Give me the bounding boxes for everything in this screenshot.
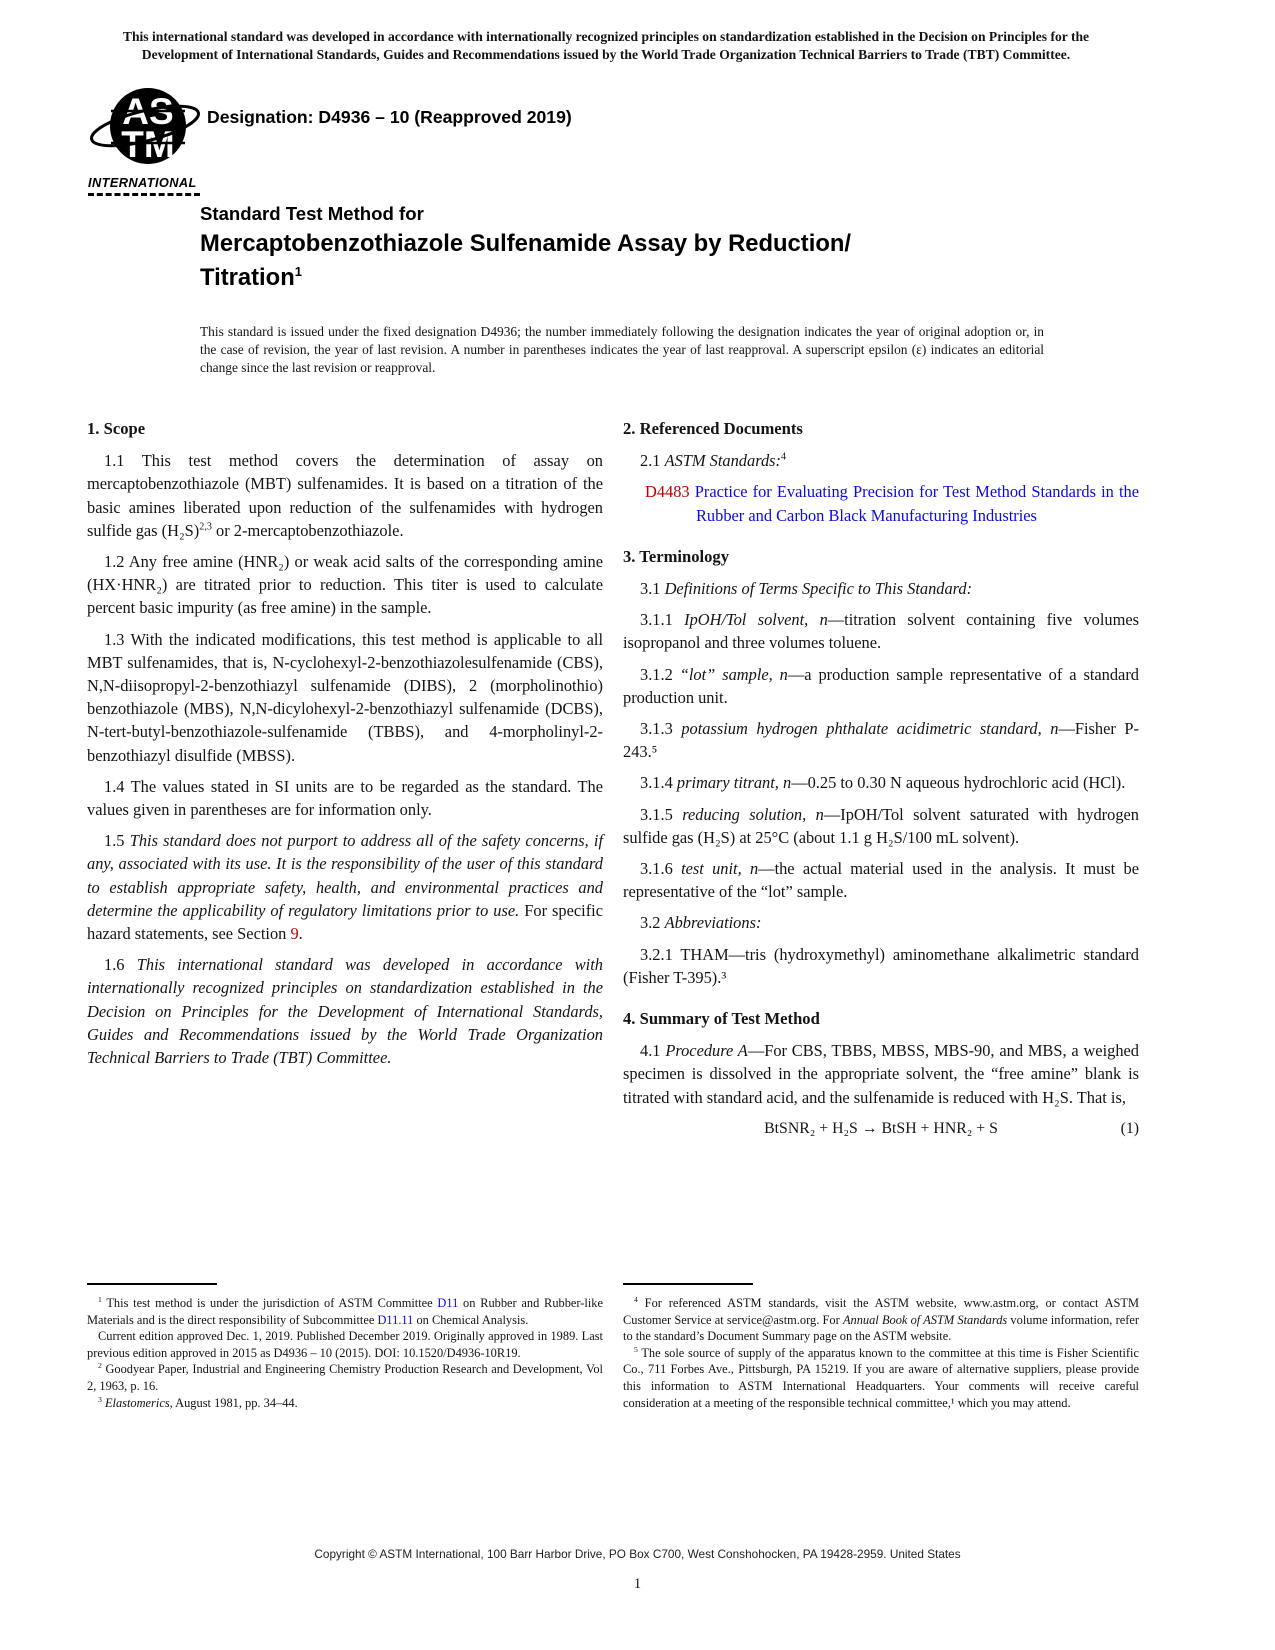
footnote-4-marker: 4	[634, 1294, 638, 1304]
issuance-note: This standard is issued under the fixed designation D4936; the number immediately following the designation indicates the year of original adoption or, in the case of revision, the year of last revision. A number in parentheses indicates the year of last reapproval. A superscript epsilon (ε) indicates an editorial change since the last revision or reapproval.	[200, 324, 1044, 375]
footnote-3-marker: 3	[98, 1394, 102, 1404]
para-1-6-text: This international standard was developed in accordance with internationally recognized principles on standardization established in the Decision on Principles for the Development of International Standards, Guides and Recommendations issued by the World Trade Organization Technical Barriers to Trade (TBT) Committee.	[87, 955, 603, 1068]
term-3-1-2-term: “lot” sample, n	[679, 664, 788, 684]
footnote-5	[623, 1345, 1139, 1411]
para-3-2-num: 3.2	[640, 913, 665, 933]
footnote-2	[87, 1361, 603, 1394]
term-item-3-1-2	[623, 663, 1139, 709]
title-footnote-ref[interactable]: 1	[294, 264, 302, 280]
para-1-5-plain: For specific hazard statements, see Section	[87, 900, 603, 944]
para-3-1	[623, 577, 1139, 600]
term-3-1-3-num: 3.1.3	[640, 719, 682, 739]
astm-logo-letters-top: AS	[122, 91, 174, 132]
title-word: Titration	[200, 264, 295, 291]
title-prefix: Standard Test Method for	[200, 203, 424, 224]
term-3-1-6-num: 3.1.6	[640, 859, 682, 879]
footnote-4	[623, 1295, 1139, 1345]
equation-1-number: (1)	[1120, 1119, 1139, 1137]
wto-tbt-notice: This international standard was developed in accordance with internationally recognized principles on standardization established in the Decision on Principles for the Development of International Standards, Guides and Recommendations issued by the World Trade Organization Technical Barriers to Trade (TBT) Committee.	[122, 29, 1090, 62]
footnote-4-book-title: Annual Book of ASTM Standards	[842, 1312, 1008, 1327]
para-1-4: 1.4 The values stated in SI units are to be regarded as the standard. The values given in parentheses are for information only.	[87, 776, 603, 820]
footnote-1-text-c: on Chemical Analysis.	[413, 1312, 529, 1327]
footnotes-right	[623, 1283, 1139, 1411]
footnote-1	[87, 1295, 603, 1328]
footnote-1-text-b: on Rubber and Rubber-like Materials and is the direct responsibility of Subcommittee	[87, 1296, 603, 1327]
para-1-1-text-a: 1.1 This test method covers the determination of assay on mercaptobenzothiazole (MBT) sulfenamides. It is based on a titration of the basic amines liberated upon reduction of the sulfenamides with hydrogen sulfide gas (H₂S)	[87, 451, 603, 540]
para-1-6	[87, 953, 603, 1069]
para-4-1-procedure: Procedure A	[665, 1041, 748, 1061]
term-3-1-4-num: 3.1.4	[640, 773, 677, 793]
footnote-1-marker: 1	[98, 1294, 102, 1304]
para-3-1-num: 3.1	[640, 579, 665, 599]
footnote-4-text-b: volume information, refer to the standard’s Document Summary page on the ASTM website.	[623, 1312, 1139, 1344]
para-1-5-caveat: This standard does not purport to address all of the safety concerns, if any, associated with its use. It is the responsibility of the user of this standard to establish appropriate safety, health, and environmental practices and determine the applicability of regulatory limitations prior to use.	[87, 831, 603, 920]
right-column	[623, 417, 1139, 1150]
designation-line: Designation: D4936 – 10 (Reapproved 2019)	[207, 107, 572, 127]
footnote-rule-left	[87, 1283, 217, 1285]
equation-1-formula: BtSNR₂ + H₂S → BtSH + HNR₂ + S	[764, 1119, 998, 1137]
section-9-link[interactable]: 9	[290, 924, 299, 944]
d4483-link[interactable]: D4483	[645, 482, 690, 502]
footnote-rule-right	[623, 1283, 753, 1285]
para-4-1-rest: —For CBS, TBBS, MBSS, MBS-90, and MBS, a weighed specimen is dissolved in the appropriate solvent, the “free amine” blank is titrated with standard acid, and the sulfenamide is reduced with H₂S. That is,	[623, 1041, 1139, 1107]
para-4-1	[623, 1039, 1139, 1109]
left-column	[87, 417, 603, 1077]
footnote-5-text: The sole source of supply of the apparatus known to the committee at this time is Fisher Scientific Co., 711 Forbes Ave., Pittsburgh, PA 15219. If you are aware of alternative suppliers, please provide this information to ASTM International Headquarters. Your comments will receive careful consideration at a meeting of the responsible technical committee,¹ which you may attend.	[623, 1345, 1139, 1410]
term-3-1-2-def: —a production sample representative of a standard production unit.	[623, 664, 1139, 707]
term-3-1-6-term: test unit, n	[681, 859, 759, 879]
term-3-1-5-term: reducing solution, n	[682, 804, 824, 824]
para-1-6-num: 1.6	[104, 955, 137, 975]
title-block	[200, 201, 851, 295]
refdocs-heading: 2. Referenced Documents	[623, 419, 803, 438]
para-1-2: 1.2 Any free amine (HNR₂) or weak acid salts of the corresponding amine (HX·HNR₂) are titrated prior to reduction. This titer is used to calculate percent basic impurity (as free amine) in the sample.	[87, 552, 603, 618]
term-item-3-1-5	[623, 803, 1139, 849]
term-item-3-1-6	[623, 857, 1139, 903]
terminology-heading: 3. Terminology	[623, 546, 730, 566]
footnote-1-text-a: This test method is under the jurisdiction of ASTM Committee	[101, 1296, 438, 1310]
para-3-1-label: Definitions of Terms Specific to This Standard:	[664, 579, 973, 599]
term-3-1-1-num: 3.1.1	[640, 610, 685, 630]
astm-logo-letters-bottom: TM	[121, 124, 175, 165]
term-item-3-1-4	[623, 771, 1139, 794]
footnote-3-journal: Elastomerics	[101, 1395, 170, 1410]
para-1-1	[87, 449, 603, 542]
footnote-1-edition: Current edition approved Dec. 1, 2019. Published December 2019. Originally approved in 1989. Last previous edition approved in 2015 as D4936 – 10 (2015). DOI: 10.1520/D4936-10R19.	[87, 1329, 603, 1360]
term-3-1-4-def: —0.25 to 0.30 N aqueous hydrochloric acid (HCl).	[791, 773, 1126, 793]
para-4-1-num: 4.1	[640, 1041, 666, 1061]
term-3-1-1-term: IpOH/Tol solvent, n	[684, 610, 828, 630]
term-3-1-6-def: —the actual material used in the analysis. It must be representative of the “lot” sample.	[623, 859, 1139, 902]
equation-1	[623, 1117, 1139, 1140]
astm-logo-international-label: INTERNATIONAL	[88, 175, 200, 196]
footnote-3	[87, 1395, 603, 1412]
footnote-3-text: , August 1981, pp. 34–44.	[169, 1395, 298, 1410]
term-3-1-3-def: —Fisher P-243.⁵	[623, 719, 1139, 762]
scope-heading: 1. Scope	[87, 419, 146, 438]
footnote-2-text: Goodyear Paper, Industrial and Engineering Chemistry Production Research and Development, Vol 2, 1963, p. 16.	[87, 1362, 603, 1393]
term-3-1-2-num: 3.1.2	[640, 664, 680, 684]
term-3-1-4-term: primary titrant, n	[676, 773, 792, 793]
ref-entry-d4483	[623, 480, 1139, 526]
page-number: 1	[633, 1576, 642, 1592]
para-2-1-num: 2.1	[640, 451, 665, 471]
footnote-4-text-a: For referenced ASTM standards, visit the ASTM website, www.astm.org, or contact ASTM Customer Service at service@astm.org. For	[623, 1296, 1139, 1327]
para-3-2	[623, 911, 1139, 934]
subcommittee-d11-11-link[interactable]: D11.11	[377, 1312, 414, 1327]
title-last-line	[200, 261, 851, 295]
d4483-title-link[interactable]: Practice for Evaluating Precision for Test Method Standards in the Rubber and Carbon Black Manufacturing Industries	[689, 482, 1139, 525]
footnotes-left	[87, 1283, 603, 1411]
para-2-1-label: ASTM Standards:	[664, 451, 782, 471]
para-2-1	[623, 449, 1139, 472]
astm-globe-icon	[88, 84, 203, 172]
para-1-5-end: .	[298, 924, 303, 944]
para-3-2-label: Abbreviations:	[664, 913, 762, 933]
term-3-1-3-term: potassium hydrogen phthalate acidimetric standard, n	[681, 719, 1059, 739]
para-1-1-text-b: or 2-mercaptobenzothiazole.	[211, 520, 404, 540]
term-3-1-5-num: 3.1.5	[640, 804, 683, 824]
para-3-2-1: 3.2.1 THAM—tris (hydroxymethyl) aminomethane alkalimetric standard (Fisher T-395).³	[623, 944, 1139, 987]
term-item-3-1-3	[623, 717, 1139, 763]
term-3-1-1-def: —titration solvent containing five volumes isopropanol and three volumes toluene.	[623, 610, 1139, 653]
para-1-3: 1.3 With the indicated modifications, this test method is applicable to all MBT sulfenamides, that is, N-cyclohexyl-2-benzothiazolesulfenamide (CBS), N,N-diisopropyl-2-benzothiazyl sulfenamide (DIBS), 2 (morpholinothio) benzothiazole (MBS), N,N-dicylohexyl-2-benzothiazyl sulfenamide (DCBS), N-tert-butyl-benzothiazole-sulfenamide (TBBS), and 4-morpholinyl-2-benzothiazyl disulfide (MBSS).	[87, 629, 603, 765]
summary-heading: 4. Summary of Test Method	[623, 1009, 820, 1029]
term-3-1-5-def: —IpOH/Tol solvent saturated with hydrogen sulfide gas (H₂S) at 25°C (about 1.1 g H₂S/100 mL solvent).	[623, 804, 1139, 847]
copyright-line: Copyright © ASTM International, 100 Barr Harbor Drive, PO Box C700, West Conshohocken, PA 19428-2959. United States	[314, 1547, 961, 1561]
title-main-line: Mercaptobenzothiazole Sulfenamide Assay by Reduction/	[200, 230, 852, 257]
footnote-5-marker: 5	[634, 1344, 638, 1354]
para-1-5	[87, 829, 603, 945]
footnote-2-marker: 2	[98, 1361, 102, 1371]
term-item-3-1-1	[623, 608, 1139, 654]
committee-d11-link[interactable]: D11	[437, 1296, 459, 1310]
para-2-1-footnote-ref[interactable]: 4	[781, 451, 787, 463]
astm-logo	[88, 84, 206, 196]
para-1-5-num: 1.5	[104, 831, 130, 851]
para-1-1-footnote-refs[interactable]: 2,3	[199, 521, 212, 533]
